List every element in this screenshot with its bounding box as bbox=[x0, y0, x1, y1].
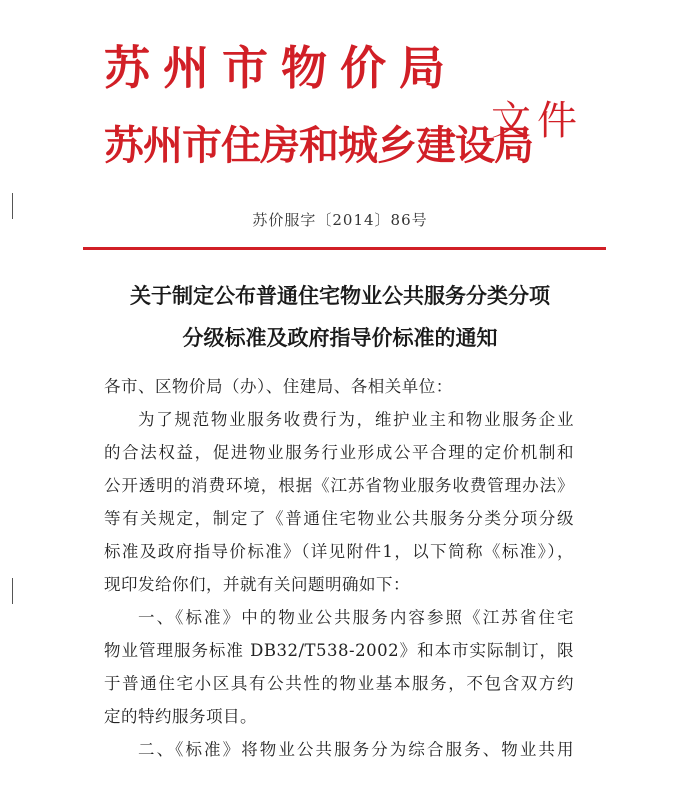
paragraph-line: 公开透明的消费环境，根据《江苏省物业服务收费管理办法》 bbox=[104, 476, 574, 495]
paragraph-line: 标准及政府指导价标准》（详见附件1，以下简称《标准》）， bbox=[104, 542, 574, 561]
paragraph-line: 物业管理服务标准 DB32/T538-2002》和本市实际制订，限 bbox=[104, 641, 574, 660]
salutation: 各市、区物价局（办）、住建局、各相关单位： bbox=[104, 377, 453, 396]
notice-title-line-1: 关于制定公布普通住宅物业公共服务分类分项 bbox=[130, 284, 550, 308]
paragraph-line: 二、《标准》将物业公共服务分为综合服务、物业共用 bbox=[138, 740, 574, 759]
paragraph-line: 定的特约服务项目。 bbox=[104, 707, 257, 726]
notice-title-line-2: 分级标准及政府指导价标准的通知 bbox=[182, 326, 498, 350]
document-number: 苏价服字〔2014〕86号 bbox=[252, 211, 428, 229]
notice-body bbox=[104, 370, 574, 766]
issuing-org-housing-bureau: 苏州市住房和城乡建设局 bbox=[104, 123, 533, 169]
paragraph-line: 一、《标准》中的物业公共服务内容参照《江苏省住宅 bbox=[138, 608, 574, 627]
paragraph-line: 为了规范物业服务收费行为，维护业主和物业服务企业 bbox=[138, 410, 574, 429]
paragraph-line: 的合法权益，促进物业服务行业形成公平合理的定价机制和 bbox=[104, 443, 574, 462]
binding-margin-mark bbox=[12, 578, 13, 604]
paragraph-line: 等有关规定，制定了《普通住宅物业公共服务分类分项分级 bbox=[104, 509, 574, 528]
issuing-org-price-bureau: 苏州市物价局 bbox=[104, 41, 458, 95]
document-type-label: 文件 bbox=[491, 98, 583, 144]
paragraph-line: 于普通住宅小区具有公共性的物业基本服务，不包含双方约 bbox=[104, 674, 574, 693]
red-divider-line bbox=[83, 247, 606, 250]
paragraph-line: 现印发给你们，并就有关问题明确如下： bbox=[104, 575, 410, 594]
binding-margin-mark bbox=[12, 193, 13, 219]
